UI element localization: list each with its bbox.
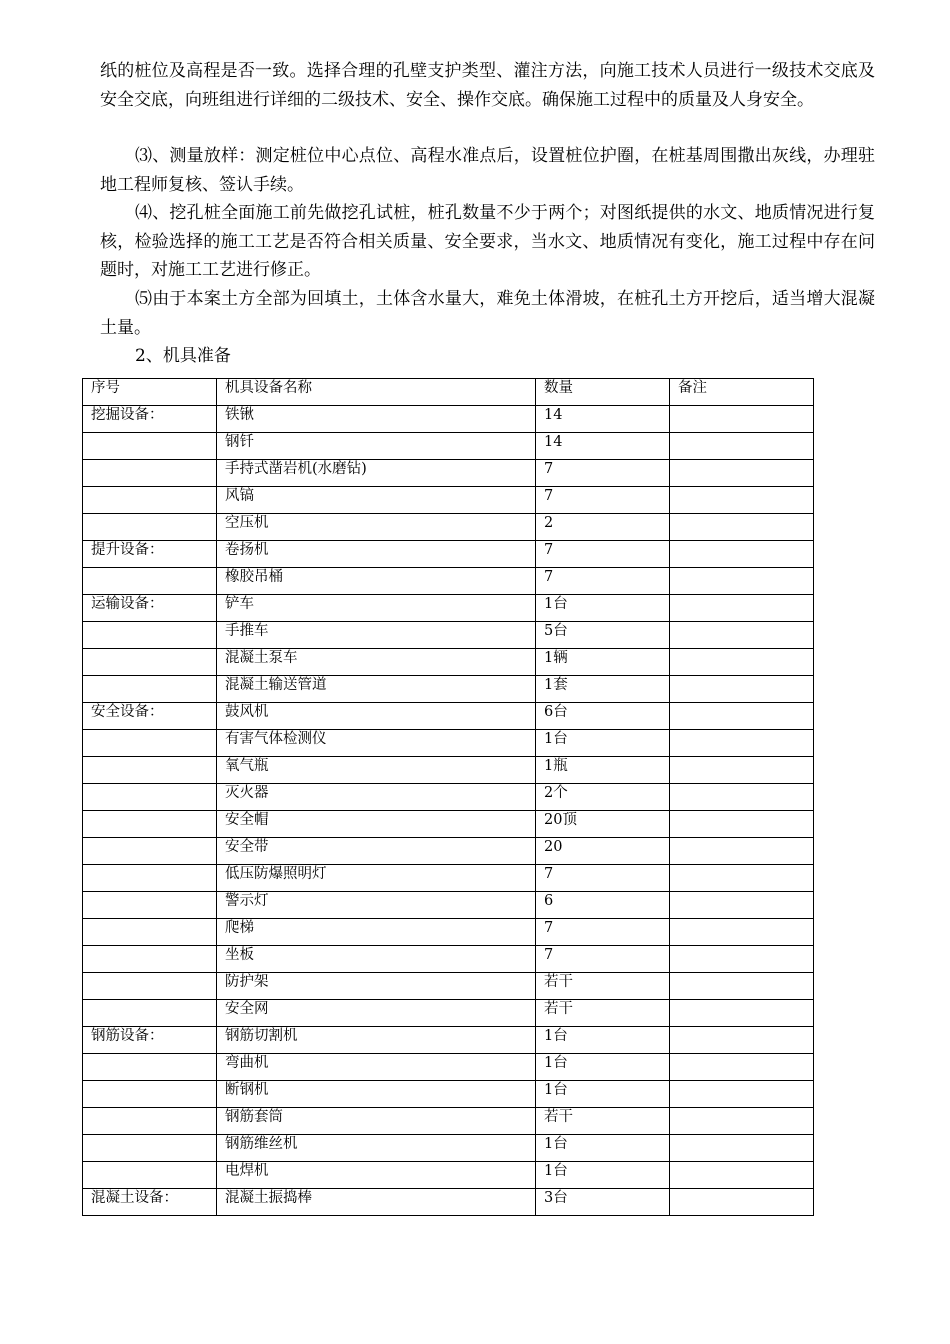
row-remarks	[670, 676, 814, 703]
row-equipment-name: 卷扬机	[217, 541, 536, 568]
table-row	[83, 433, 814, 460]
row-quantity: 2	[536, 514, 670, 541]
row-quantity: 1套	[536, 676, 670, 703]
table-row	[83, 622, 814, 649]
row-remarks	[670, 487, 814, 514]
table-row	[83, 784, 814, 811]
row-category	[83, 1108, 217, 1135]
table-row	[83, 541, 814, 568]
table-row	[83, 568, 814, 595]
table-row	[83, 1135, 814, 1162]
row-remarks	[670, 541, 814, 568]
row-category: 安全设备：	[83, 703, 217, 730]
row-quantity: 1台	[536, 1081, 670, 1108]
table-row	[83, 1054, 814, 1081]
row-equipment-name: 鼓风机	[217, 703, 536, 730]
row-category	[83, 460, 217, 487]
row-equipment-name: 有害气体检测仪	[217, 730, 536, 757]
row-category	[83, 757, 217, 784]
row-quantity: 1台	[536, 1027, 670, 1054]
row-category	[83, 730, 217, 757]
row-quantity: 6台	[536, 703, 670, 730]
row-quantity: 6	[536, 892, 670, 919]
row-remarks	[670, 730, 814, 757]
row-equipment-name: 铲车	[217, 595, 536, 622]
row-category	[83, 784, 217, 811]
row-remarks	[670, 1135, 814, 1162]
row-equipment-name: 电焊机	[217, 1162, 536, 1189]
row-equipment-name: 手持式凿岩机(水磨钻)	[217, 460, 536, 487]
table-row	[83, 730, 814, 757]
row-equipment-name: 风镐	[217, 487, 536, 514]
row-quantity: 20	[536, 838, 670, 865]
row-remarks	[670, 811, 814, 838]
row-equipment-name: 钢筋套筒	[217, 1108, 536, 1135]
section-heading: 2、机具准备	[135, 346, 231, 366]
row-category	[83, 676, 217, 703]
row-equipment-name: 弯曲机	[217, 1054, 536, 1081]
row-category	[83, 487, 217, 514]
header-remarks: 备注	[670, 379, 814, 406]
paragraph-3: ⑷、挖孔桩全面施工前先做挖孔试桩，桩孔数量不少于两个；对图纸提供的水文、地质情况进行复核，检验选择的施工工艺是否符合相关质量、安全要求，当水文、地质情况有变化，施工过程中存在问题时，对施工工艺进行修正。	[100, 203, 875, 280]
row-quantity: 7	[536, 568, 670, 595]
row-category	[83, 811, 217, 838]
row-quantity: 7	[536, 487, 670, 514]
table-row	[83, 649, 814, 676]
row-category	[83, 1135, 217, 1162]
row-equipment-name: 钢筋切割机	[217, 1027, 536, 1054]
row-category: 提升设备：	[83, 541, 217, 568]
row-quantity: 14	[536, 406, 670, 433]
row-category	[83, 865, 217, 892]
row-category	[83, 433, 217, 460]
table-row	[83, 1162, 814, 1189]
row-quantity: 7	[536, 460, 670, 487]
row-quantity: 1台	[536, 730, 670, 757]
row-remarks	[670, 1027, 814, 1054]
row-quantity: 7	[536, 919, 670, 946]
header-index: 序号	[83, 379, 217, 406]
row-quantity: 若干	[536, 1108, 670, 1135]
row-remarks	[670, 1081, 814, 1108]
row-equipment-name: 安全网	[217, 1000, 536, 1027]
row-equipment-name: 混凝土振捣棒	[217, 1189, 536, 1216]
row-remarks	[670, 622, 814, 649]
table-row	[83, 703, 814, 730]
row-category	[83, 973, 217, 1000]
table-row	[83, 1000, 814, 1027]
table-row	[83, 1081, 814, 1108]
row-remarks	[670, 568, 814, 595]
row-quantity: 2个	[536, 784, 670, 811]
equipment-table	[82, 378, 814, 1216]
row-remarks	[670, 406, 814, 433]
row-equipment-name: 空压机	[217, 514, 536, 541]
table-row	[83, 919, 814, 946]
table-row	[83, 811, 814, 838]
row-remarks	[670, 838, 814, 865]
row-remarks	[670, 757, 814, 784]
row-category	[83, 946, 217, 973]
row-category	[83, 622, 217, 649]
row-remarks	[670, 1189, 814, 1216]
row-quantity: 若干	[536, 973, 670, 1000]
row-quantity: 20顶	[536, 811, 670, 838]
row-remarks	[670, 784, 814, 811]
table-row	[83, 946, 814, 973]
row-remarks	[670, 703, 814, 730]
table-row	[83, 1027, 814, 1054]
row-quantity: 1台	[536, 1135, 670, 1162]
row-category	[83, 1054, 217, 1081]
table-row	[83, 1189, 814, 1216]
row-quantity: 3台	[536, 1189, 670, 1216]
row-remarks	[670, 1108, 814, 1135]
row-quantity: 7	[536, 865, 670, 892]
table-row	[83, 1108, 814, 1135]
row-equipment-name: 安全带	[217, 838, 536, 865]
row-quantity: 1台	[536, 595, 670, 622]
header-equipment-name: 机具设备名称	[217, 379, 536, 406]
row-equipment-name: 安全帽	[217, 811, 536, 838]
row-equipment-name: 混凝土输送管道	[217, 676, 536, 703]
row-equipment-name: 氧气瓶	[217, 757, 536, 784]
row-equipment-name: 钢筋维丝机	[217, 1135, 536, 1162]
table-header-row	[83, 379, 814, 406]
row-equipment-name: 混凝土泵车	[217, 649, 536, 676]
table-row	[83, 757, 814, 784]
row-equipment-name: 钢钎	[217, 433, 536, 460]
table-row	[83, 460, 814, 487]
paragraph-4: ⑸由于本案土方全部为回填土，土体含水量大，难免土体滑坡，在桩孔土方开挖后，适当增大混凝土量。	[100, 289, 875, 338]
row-category	[83, 1081, 217, 1108]
table-row	[83, 838, 814, 865]
row-equipment-name: 灭火器	[217, 784, 536, 811]
paragraph-2: ⑶、测量放样：测定桩位中心点位、高程水准点后，设置桩位护圈，在桩基周围撒出灰线，办理驻地工程师复核、签认手续。	[100, 146, 875, 195]
row-equipment-name: 铁锹	[217, 406, 536, 433]
row-category: 挖掘设备：	[83, 406, 217, 433]
row-remarks	[670, 892, 814, 919]
row-quantity: 14	[536, 433, 670, 460]
row-category	[83, 568, 217, 595]
table-row	[83, 406, 814, 433]
row-category	[83, 892, 217, 919]
table-row	[83, 595, 814, 622]
row-quantity: 1台	[536, 1162, 670, 1189]
row-remarks	[670, 865, 814, 892]
row-remarks	[670, 433, 814, 460]
row-equipment-name: 防护架	[217, 973, 536, 1000]
row-quantity: 若干	[536, 1000, 670, 1027]
row-equipment-name: 低压防爆照明灯	[217, 865, 536, 892]
row-remarks	[670, 649, 814, 676]
equipment-table-body	[83, 379, 814, 1216]
row-category: 运输设备：	[83, 595, 217, 622]
row-quantity: 5台	[536, 622, 670, 649]
row-remarks	[670, 460, 814, 487]
paragraph-1: 纸的桩位及高程是否一致。选择合理的孔壁支护类型、灌注方法，向施工技术人员进行一级技术交底及安全交底，向班组进行详细的二级技术、安全、操作交底。确保施工过程中的质量及人身安全。	[100, 61, 875, 110]
row-remarks	[670, 1054, 814, 1081]
table-row	[83, 892, 814, 919]
row-remarks	[670, 946, 814, 973]
row-category	[83, 1000, 217, 1027]
row-category	[83, 1162, 217, 1189]
row-category	[83, 838, 217, 865]
table-row	[83, 514, 814, 541]
row-category: 混凝土设备：	[83, 1189, 217, 1216]
row-equipment-name: 断钢机	[217, 1081, 536, 1108]
row-remarks	[670, 1000, 814, 1027]
row-quantity: 1瓶	[536, 757, 670, 784]
row-remarks	[670, 595, 814, 622]
row-equipment-name: 警示灯	[217, 892, 536, 919]
row-quantity: 1辆	[536, 649, 670, 676]
row-remarks	[670, 1162, 814, 1189]
row-equipment-name: 手推车	[217, 622, 536, 649]
table-row	[83, 487, 814, 514]
row-quantity: 7	[536, 541, 670, 568]
row-equipment-name: 坐板	[217, 946, 536, 973]
row-equipment-name: 橡胶吊桶	[217, 568, 536, 595]
row-category	[83, 649, 217, 676]
row-quantity: 7	[536, 946, 670, 973]
row-category	[83, 919, 217, 946]
row-quantity: 1台	[536, 1054, 670, 1081]
row-category	[83, 514, 217, 541]
table-row	[83, 865, 814, 892]
row-remarks	[670, 514, 814, 541]
row-equipment-name: 爬梯	[217, 919, 536, 946]
header-quantity: 数量	[536, 379, 670, 406]
table-row	[83, 676, 814, 703]
row-remarks	[670, 919, 814, 946]
row-remarks	[670, 973, 814, 1000]
table-row	[83, 973, 814, 1000]
row-category: 钢筋设备：	[83, 1027, 217, 1054]
